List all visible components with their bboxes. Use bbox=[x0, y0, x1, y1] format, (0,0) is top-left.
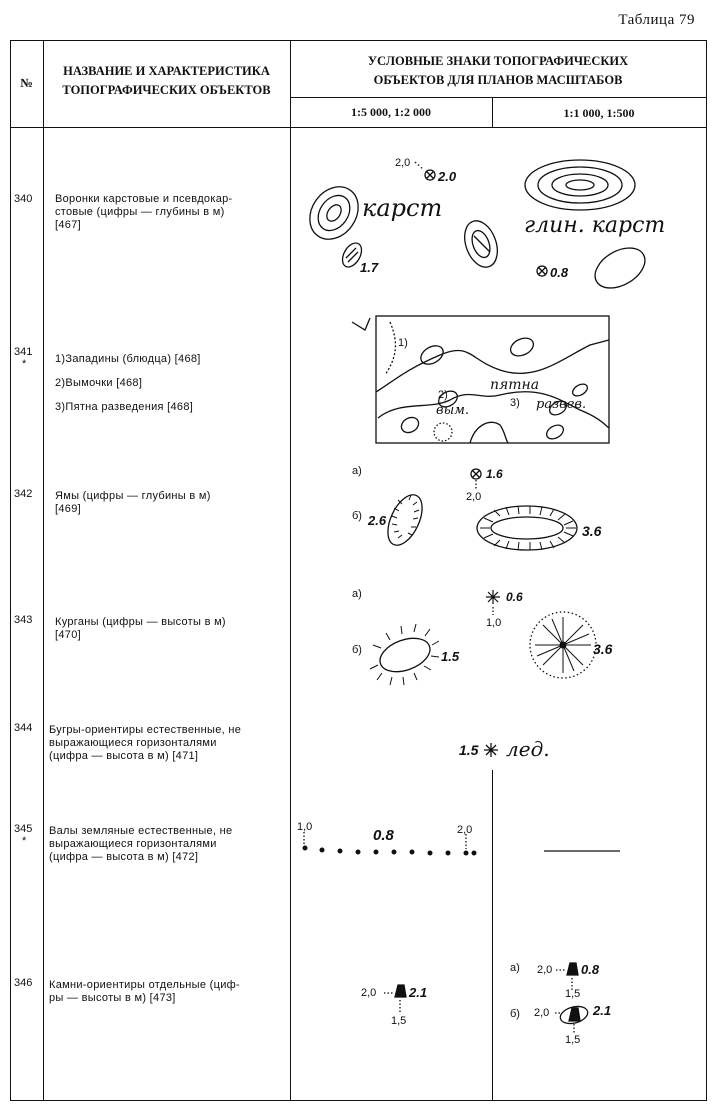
r343-height-1: 0.6 bbox=[506, 590, 523, 604]
r340-depth-label-1: 2,0 bbox=[395, 157, 411, 169]
r340-depth-label-2: 2.0 bbox=[438, 169, 457, 184]
header-num: № bbox=[20, 76, 33, 90]
r341-label-razv: развев. bbox=[536, 397, 587, 412]
header-name-line-1: НАЗВАНИЕ И ХАРАКТЕРИСТИКА bbox=[63, 64, 270, 78]
mound-large-rays bbox=[535, 617, 591, 673]
rampart-dots bbox=[303, 846, 477, 856]
row-343-line-2: [470] bbox=[55, 629, 81, 641]
mound-point-symbol bbox=[486, 590, 500, 615]
row-342-num: 342 bbox=[14, 488, 33, 500]
karst-sinkhole-symbol-a bbox=[300, 177, 368, 248]
r342-label-b: б) bbox=[352, 510, 362, 522]
r344-ice-label: лед. bbox=[506, 737, 550, 761]
r343-height-2: 1,0 bbox=[486, 617, 502, 629]
boulder-symbol-a bbox=[556, 963, 578, 990]
r346-height-2: 2.1 bbox=[409, 985, 428, 1000]
mound-small-symbol bbox=[370, 624, 439, 685]
header-name-line-2: ТОПОГРАФИЧЕСКИХ ОБЪЕКТОВ bbox=[62, 83, 271, 97]
row-344-line-2: выражающиеся горизонталями bbox=[49, 737, 217, 749]
row-345-line-2: выражающиеся горизонталями bbox=[49, 838, 217, 850]
r341-label-1: 1) bbox=[398, 337, 408, 349]
r342-depth-2: 2,0 bbox=[466, 491, 482, 503]
row-342-line-1: Ямы (цифры — глубины в м) bbox=[55, 490, 211, 502]
row-340-line-3: [467] bbox=[55, 219, 81, 231]
r343-height-4: 3.6 bbox=[593, 641, 613, 657]
table-number: Таблица 79 bbox=[618, 12, 695, 28]
r340-clay-karst-label: глин. карст bbox=[524, 213, 666, 238]
row-340-line-1: Воронки карстовые и псевдокар- bbox=[55, 193, 233, 205]
r341-label-pyatna: пятна bbox=[490, 377, 540, 393]
r346-label-a: а) bbox=[510, 962, 520, 974]
header-signs-line-1: УСЛОВНЫЕ ЗНАКИ ТОПОГРАФИЧЕСКИХ bbox=[367, 54, 629, 68]
row-341-line-3: 3)Пятна разведения [468] bbox=[55, 401, 194, 413]
r346-height-5: 0.8 bbox=[581, 962, 600, 977]
r341-label-2: 2) bbox=[438, 389, 448, 401]
r342-depth-4: 3.6 bbox=[582, 523, 602, 539]
clay-karst-sinkhole-symbol bbox=[525, 160, 635, 210]
row-341-mark: * bbox=[22, 358, 27, 370]
r345-height-1: 1,0 bbox=[297, 821, 313, 833]
karst-sinkhole-symbol-b bbox=[459, 216, 504, 271]
row-345-line-3: (цифра — высота в м) [472] bbox=[49, 851, 199, 863]
row-345-num: 345 bbox=[14, 823, 33, 835]
header-scale-b: 1:1 000, 1:500 bbox=[563, 106, 635, 120]
r340-depth-label-3: 1.7 bbox=[360, 260, 379, 275]
row-343-line-1: Курганы (цифры — высоты в м) bbox=[55, 616, 226, 628]
row-340-num: 340 bbox=[14, 193, 33, 205]
row-344-num: 344 bbox=[14, 722, 33, 734]
header-scale-a: 1:5 000, 1:2 000 bbox=[351, 105, 431, 119]
r341-label-vym: вым. bbox=[436, 403, 470, 418]
knoll-landmark-symbol bbox=[484, 743, 498, 757]
karst-point-symbol bbox=[415, 162, 435, 180]
row-346-line-1: Камни-ориентиры отдельные (циф- bbox=[49, 979, 240, 991]
r342-label-a: а) bbox=[352, 465, 362, 477]
r346-label-b: б) bbox=[510, 1008, 520, 1020]
r346-height-6: 1,5 bbox=[565, 988, 581, 1000]
boulder-symbol-b bbox=[555, 1004, 590, 1034]
r342-depth-3: 2.6 bbox=[368, 513, 387, 528]
r345-height-3: 2,0 bbox=[457, 824, 473, 836]
pit-large-symbol bbox=[477, 506, 577, 550]
row-346-num: 346 bbox=[14, 977, 33, 989]
row-342-line-2: [469] bbox=[55, 503, 81, 515]
r345-height-2: 0.8 bbox=[373, 827, 394, 844]
boulder-symbol-large-scale bbox=[384, 985, 406, 1012]
r346-height-3: 1,5 bbox=[391, 1015, 407, 1027]
row-341-line-2: 2)Вымочки [468] bbox=[55, 377, 143, 389]
r341-label-3: 3) bbox=[510, 397, 520, 409]
r343-label-a: а) bbox=[352, 588, 362, 600]
pit-point-symbol bbox=[471, 469, 481, 490]
row-341-num: 341 bbox=[14, 346, 33, 358]
row-340-line-2: стовые (цифры — глубины в м) bbox=[55, 206, 225, 218]
row-341-line-1: 1)Западины (блюдца) [468] bbox=[55, 353, 201, 365]
header-signs-line-2: ОБЪЕКТОВ ДЛЯ ПЛАНОВ МАСШТАБОВ bbox=[373, 73, 623, 87]
r343-height-3: 1.5 bbox=[441, 649, 460, 664]
r346-height-4: 2,0 bbox=[537, 964, 553, 976]
r346-height-1: 2,0 bbox=[361, 987, 377, 999]
karst-point-symbol-b bbox=[537, 266, 547, 276]
row-344-line-1: Бугры-ориентиры естественные, не bbox=[49, 724, 242, 736]
row-344-line-3: (цифра — высота в м) [471] bbox=[49, 750, 199, 762]
row-345-mark: * bbox=[22, 835, 27, 847]
r343-label-b: б) bbox=[352, 644, 362, 656]
r340-karst-label: карст bbox=[362, 194, 443, 222]
pit-small-symbol bbox=[381, 490, 429, 551]
depressions-map-contours bbox=[352, 318, 609, 443]
r342-depth-1: 1.6 bbox=[486, 467, 503, 481]
r346-height-9: 1,5 bbox=[565, 1034, 581, 1046]
r346-height-7: 2,0 bbox=[534, 1007, 550, 1019]
row-346-line-2: ры — высоты в м) [473] bbox=[49, 992, 176, 1004]
row-343-num: 343 bbox=[14, 614, 33, 626]
r344-height-1: 1.5 bbox=[459, 742, 479, 758]
row-345-line-1: Валы земляные естественные, не bbox=[49, 825, 233, 837]
r346-height-8: 2.1 bbox=[593, 1003, 612, 1018]
karst-outline-symbol bbox=[588, 240, 652, 296]
r340-depth-label-4: 0.8 bbox=[550, 265, 569, 280]
